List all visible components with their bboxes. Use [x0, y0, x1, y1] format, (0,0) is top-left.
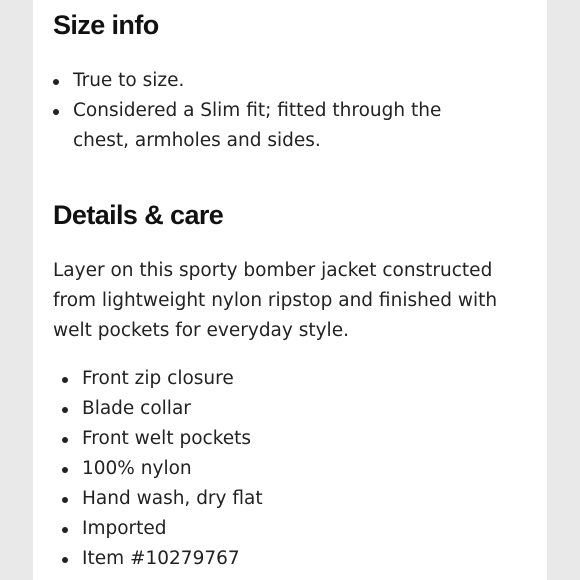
list-item: Front welt pockets	[62, 424, 502, 454]
product-description: Layer on this sporty bomber jacket constructed from lightweight nylon ripstop and finished with welt pockets for everyday style.	[53, 260, 498, 341]
list-item: Imported	[62, 514, 502, 544]
list-item: Item #10279767	[62, 544, 502, 574]
details-care-heading: Details & care	[53, 200, 224, 230]
product-info-panel	[33, 0, 547, 580]
list-item: Hand wash, dry flat	[62, 484, 502, 514]
size-info-list	[53, 66, 493, 156]
list-item: Blade collar	[62, 394, 502, 424]
size-info-heading: Size info	[53, 10, 159, 40]
list-item: Front zip closure	[62, 364, 502, 394]
details-care-list	[62, 364, 502, 574]
list-item: Considered a Slim fit; fitted through the chest, armholes and sides.	[53, 96, 493, 156]
list-item: True to size.	[53, 66, 493, 96]
list-item: 100% nylon	[62, 454, 502, 484]
